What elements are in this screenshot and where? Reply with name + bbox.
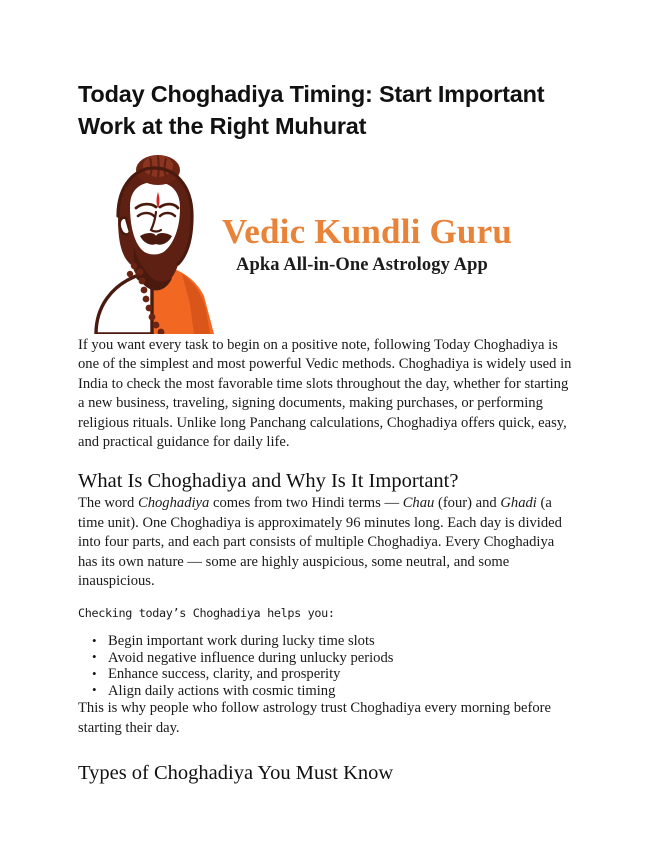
term-ghadi: Ghadi xyxy=(500,495,537,512)
term-chau: Chau xyxy=(402,495,435,512)
brand-text xyxy=(222,212,572,277)
list-item: • Enhance success, clarity, and prosperity xyxy=(78,666,572,682)
definition-text-part-3: (four) and xyxy=(434,495,501,512)
brand-logo xyxy=(78,154,572,336)
closing-paragraph: This is why people who follow astrology trust Choghadiya every morning before starting their day. xyxy=(78,700,551,736)
brand-tagline: Apka All-in-One Astrology App xyxy=(236,255,488,275)
intro-paragraph: If you want every task to begin on a positive note, following Today Choghadiya is one of the simplest and most powerful Vedic methods. Choghadiya is widely used in India to check the most favorable time slots throughout the day, whether for starting a new business, traveling, signing documents, making purchases, or performing religious rituals. Unlike long Panchang calculations, Choghadiya offers quick, easy, and practical guidance for daily life. xyxy=(78,337,572,451)
section-heading-what-is-choghadiya: What Is Choghadiya and Why Is It Important? xyxy=(78,470,459,493)
page-title: Today Choghadiya Timing: Start Important Work at the Right Muhurat xyxy=(78,81,545,139)
section-heading-types-of-choghadiya: Types of Choghadiya You Must Know xyxy=(78,761,394,784)
definition-text-part-4: (a time unit). One Choghadiya is approximately 96 minutes long. Each day is divided into four parts, and each part consists of multiple Choghadiya. Every Choghadiya has its own nature — some are highly auspicious, some neutral, and some inauspicious. xyxy=(78,495,562,590)
definition-paragraph xyxy=(78,494,572,591)
document-content xyxy=(78,0,572,786)
term-choghadiya: Choghadiya xyxy=(137,495,210,512)
sage-guru-illustration xyxy=(78,154,230,334)
benefits-lead-in: Checking today’s Choghadiya helps you: xyxy=(78,606,335,621)
list-item: • Begin important work during lucky time slots xyxy=(78,633,572,649)
list-item: • Avoid negative influence during unlucky periods xyxy=(78,650,572,666)
brand-name: Vedic Kundli Guru xyxy=(222,212,512,251)
definition-text-part-2: comes from two Hindi terms — xyxy=(209,495,403,512)
benefits-list xyxy=(78,622,572,699)
list-item: • Align daily actions with cosmic timing xyxy=(78,683,572,699)
definition-text-part-1: The word xyxy=(78,495,138,512)
